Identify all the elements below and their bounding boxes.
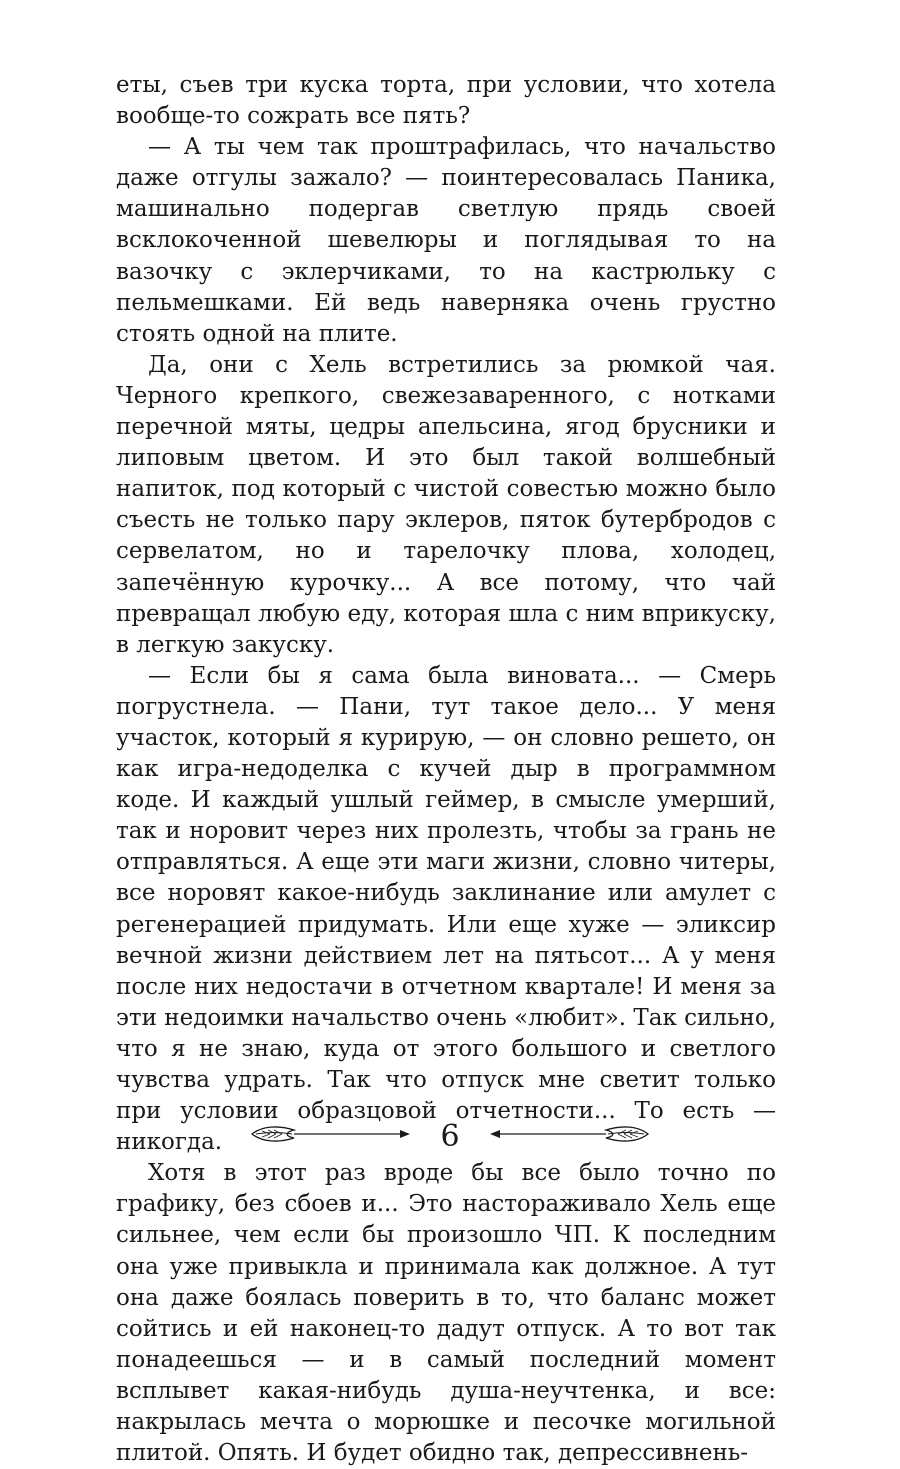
- paragraph: Хотя в этот раз вроде бы все было точно по графику, без сбоев и... Это настораживало Хель еще сильнее, чем если бы произошло ЧП. К последним она уже привыкла и принимала как должное. А тут она даже боялась поверить в то, что баланс может сойтись и ей наконец-то дадут отпуск. А то вот так понадеешься — и в самый последний момент всплывет какая-нибудь душа-неучтенка, и все: накрылась мечта о морюшке и песочке могильной плитой. Опять. И будет обидно так, депрессивнень-: [116, 1160, 776, 1467]
- paragraph: — А ты чем так проштрафилась, что начальство даже отгулы зажало? — поинтересовалась Паника, машинально подергав светлую прядь своей всклокоченной шевелюры и поглядывая то на вазочку с эклерчиками, то на кастрюльку с пельмешками. Ей ведь наверняка очень грустно стоять одной на плите.: [116, 134, 776, 347]
- page-footer: [0, 1105, 900, 1165]
- paragraph: — Если бы я сама была виновата... — Смерь погрустнела. — Пани, тут такое дело... У меня участок, который я курирую, — он словно решето, он как игра-недоделка с кучей дыр в программном коде. И каждый ушлый геймер, в смысле умерший, так и норовит через них пролезть, чтобы за грань не отправляться. А еще эти маги жизни, словно читеры, все норовят какое-нибудь заклинание или амулет с регенерацией придумать. Или еще хуже — эликсир вечной жизни действием лет на пятьсот... А у меня после них недостачи в отчетном квартале! И меня за эти недоимки начальство очень «любит». Так сильно, что я не знаю, куда от этого большого и светлого чувства удрать. Так что отпуск мне светит только при условии образцовой отчетности... То есть — никогда.: [116, 662, 776, 1156]
- paragraph-continued: еты, съев три куска торта, при условии, что хотела вообще-то сожрать все пять?: [116, 72, 776, 130]
- feather-arrow-left-icon: [250, 1119, 418, 1149]
- body-text: [116, 70, 776, 1469]
- feather-arrow-right-icon: [482, 1119, 650, 1149]
- paragraph: Да, они с Хель встретились за рюмкой чая. Черного крепкого, свежезаваренного, с нотками перечной мяты, цедры апельсина, ягод брусники и липовым цветом. И это был такой волшебный напиток, под который с чистой совестью можно было съесть не только пару эклеров, пяток бутербродов с сервелатом, но и тарелочку плова, холодец, запечённую курочку... А все потому, что чай превращал любую еду, которая шла с ним вприкуску, в легкую закуску.: [116, 351, 776, 658]
- page-number: 6: [440, 1119, 460, 1154]
